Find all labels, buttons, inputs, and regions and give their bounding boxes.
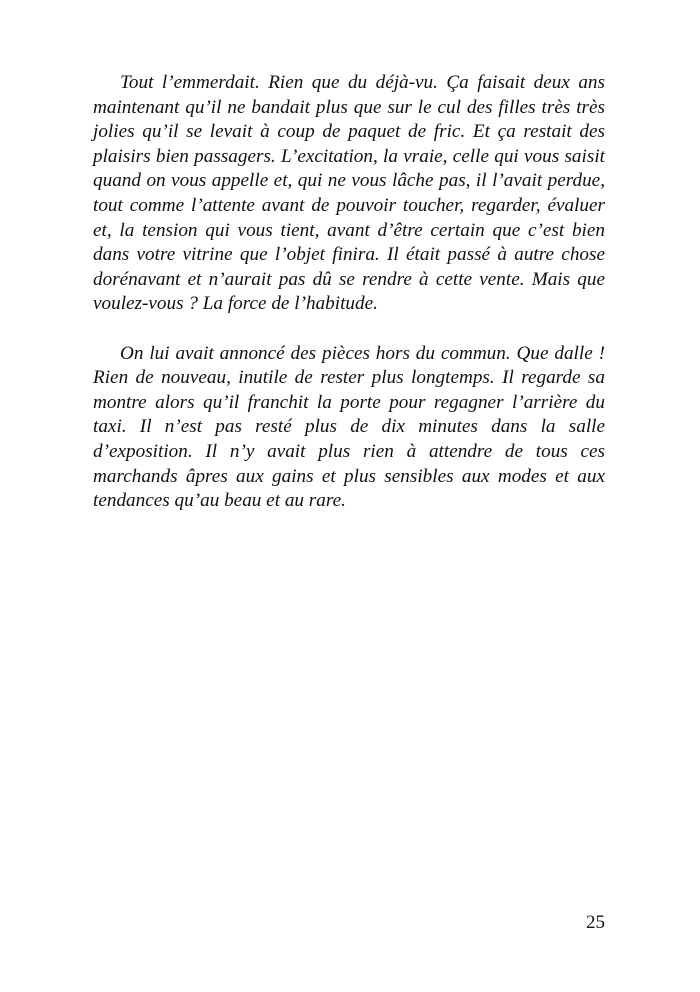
paragraph-1: Tout l’emmerdait. Rien que du déjà-vu. Ça faisait deux ans maintenant qu’il ne bandait plus que sur le cul des filles très très jolies qu’il se levait à coup de paquet de fric. Et ça restait des plaisirs bien passagers. L’excitation, la vraie, celle qui vous saisit quand on vous appelle et, qui ne vous lâche pas, il l’avait perdue, tout comme l’attente avant de pouvoir toucher, regarder, évaluer et, la tension qui vous tient, avant d’être certain que c’est bien dans votre vitrine que l’objet finira. Il était passé à autre chose dorénavant et n’aurait pas dû se rendre à cette vente. Mais que voulez-vous ? La force de l’habitude. [93,72,605,315]
page-number: 25 [586,912,605,933]
body-text [93,71,605,514]
paragraph-2: On lui avait annoncé des pièces hors du commun. Que dalle ! Rien de nouveau, inutile de rester plus longtemps. Il regarde sa montre alors qu’il franchit la porte pour regagner l’arrière du taxi. Il n’est pas resté plus de dix minutes dans la salle d’exposition. Il n’y avait plus rien à attendre de tous ces marchands âpres aux gains et plus sensibles aux modes et aux tendances qu’au beau et au rare. [93,342,605,512]
